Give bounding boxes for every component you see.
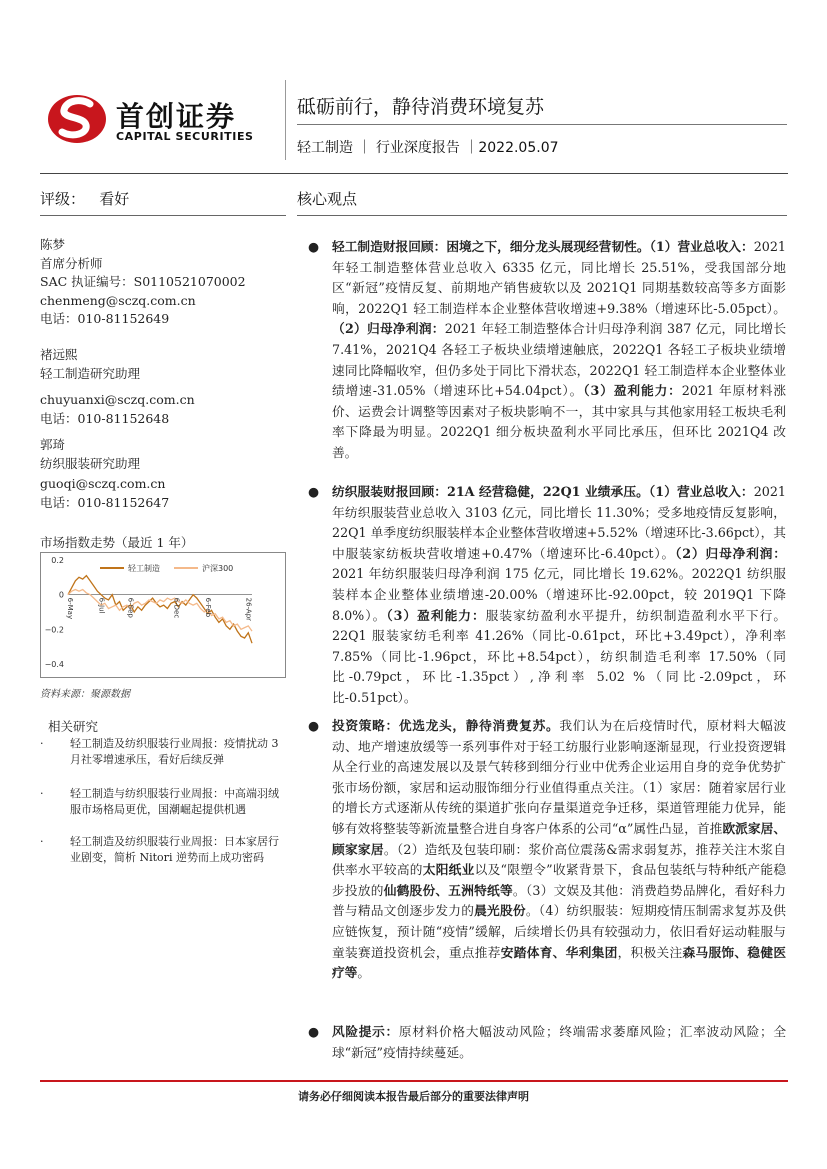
chart-title: 市场指数走势（最近 1 年） [40, 535, 194, 550]
report-title: 砥砺前行，静待消费环境复苏 [297, 96, 545, 118]
related-report-text[interactable]: 轻工制造及纺织服装行业周报：日本家居行业剧变，简析 Nitori 逆势而上成功密码 [70, 835, 279, 864]
core-view-heading: 轻工制造财报回顾：困境之下，细分龙头展现经营韧性。（1）营业总收入： [332, 239, 754, 254]
analyst-role: 首席分析师 [40, 255, 103, 271]
y-tick-label: 0 [58, 590, 64, 600]
right-separator [297, 215, 787, 216]
analyst-phone: 电话：010-81152647 [40, 494, 170, 510]
core-view-text: 我们认为在后疫情时代，原材料大幅波动、地产增速放缓等一系列事件对于轻工纺服行业影响逐渐显现，行业投资逻辑从全行业的高速发展以及景气转移到细分行业中优秀企业运用自身的竞争优势扩张市场份额，家居和运动服饰细分行业值得重点关注。（1）家居：随着家居行业的增长方式逐渐从传统的渠道扩张向存量渠道竞争迁移，渠道管理能力优异，能够有效将整装等新流量整合进自身客户体系的公司“α”属性凸显，首推 [332, 718, 787, 836]
bullet-icon: · [40, 737, 44, 750]
capital-securities-logo-icon [46, 92, 108, 146]
legend-label: 轻工制造 [128, 564, 160, 573]
y-tick-label: −0.4 [44, 660, 64, 669]
core-view-text: 。（3）文娱及其他：消费趋势品牌化，看好科力普与精品文创逐步发力的 [332, 882, 786, 919]
core-view-text: 2021 年纺织服装归母净利润 175 亿元，同比增长 19.62%。2022Q1 纺织服装样本企业整体业绩增速-20.00%（增速环比-92.00pct，较 2019Q1 下降 8.0%）。 [332, 566, 786, 623]
core-view-heading: 纺织服装财报回顾：21A 经营稳健，22Q1 业绩承压。（1）营业总收入： [332, 484, 754, 499]
core-view-text: 。（4）纺织服装：短期疫情压制需求复苏及供应链恢复，预计随“疫情”缓解，后续增长仍具有较强动力，依旧看好运动鞋服与童装赛道投资机会，重点推荐 [332, 903, 786, 960]
related-report-item[interactable] [40, 736, 286, 784]
analyst-phone: 电话：010-81152649 [40, 311, 170, 326]
analyst-name: 褚远熙 [40, 347, 78, 362]
analyst-block [40, 436, 285, 512]
market-index-chart [40, 552, 286, 678]
core-view-text: 2021 年轻工制造整体营业总收入 6335 亿元，同比增长 25.51%，受我国部分地区“新冠”疫情反复、前期地产销售疲软以及 2021Q1 同期基数较高等多方面影响，2022Q1 轻工制造样本企业整体营收增速+9.38%（增速环比-5.05pct）。 [332, 239, 786, 316]
x-tick-label: 6-Sep [126, 597, 135, 618]
core-view-emphasis: 森马服饰、稳健医疗等 [332, 944, 787, 981]
chart-source: 资料来源：聚源数据 [40, 689, 130, 700]
core-view-text: 2021 年原材料涨价、运费会计调整等因素对子板块影响不一，其中家具与其他家用轻工板块毛利率下降最为明显。2022Q1 细分板块盈利水平同比承压，但环比 2021Q4 改善。 [332, 383, 787, 460]
core-view-emphasis: 安踏体育、华利集团 [500, 944, 618, 960]
header-rule [297, 124, 787, 125]
core-view-body [332, 237, 786, 464]
left-separator [40, 215, 286, 216]
related-report-text[interactable]: 轻工制造及纺织服装行业周报：疫情扰动 3 月社零增速承压，看好后续反弹 [70, 737, 279, 766]
core-view-text: ，积极关注 [617, 944, 683, 960]
core-view-emphasis: 仙鹤股份、五洲特纸等 [383, 882, 513, 898]
top-separator [40, 173, 788, 174]
core-view-emphasis: 欧派家居、顾家家居 [332, 820, 787, 857]
core-view-paragraph [308, 716, 786, 984]
analyst-name: 郭琦 [40, 437, 66, 452]
y-tick-label: 0.2 [51, 556, 64, 565]
analyst-email[interactable]: chenmeng@sczq.com.cn [40, 292, 196, 308]
analyst-role: 纺织服装研究助理 [40, 455, 141, 471]
rating-label: 评级： 看好 [40, 190, 130, 208]
core-view-paragraph [308, 237, 786, 464]
related-report-item[interactable] [40, 834, 286, 882]
core-view-emphasis: （2）归母净利润： [332, 321, 445, 337]
core-view-body [332, 1022, 786, 1063]
core-view-emphasis: 太阳纸业 [422, 862, 475, 878]
core-view-emphasis: 晨光股份 [474, 903, 526, 919]
analyst-email[interactable]: chuyuanxi@sczq.com.cn [40, 392, 195, 407]
header-divider [285, 80, 286, 160]
core-view-emphasis: （3）盈利能力： [386, 607, 486, 623]
core-view-paragraph [308, 482, 786, 709]
footer-rule [40, 1080, 788, 1082]
core-view-paragraph [308, 1022, 786, 1063]
core-view-heading: 投资策略：优选龙头，静待消费复苏。 [332, 718, 560, 733]
core-view-text: 。 [357, 965, 371, 981]
analyst-block [40, 346, 285, 428]
core-view-text: 2021 年纺织服装营业总收入 3103 亿元，同比增长 11.30%；受多地疫情反复影响，22Q1 单季度纺织服装样本企业整体营收增速+5.52%（增速环比-3.66pct），其中服装家纺板块营收增速+0.47%（增速环比-6.40pct）。 [332, 484, 786, 561]
bullet-icon: ● [308, 1024, 320, 1039]
related-report-text[interactable]: 轻工制造与纺织服装行业周报：中高端羽绒服市场格局更优，国潮崛起提供机遇 [70, 787, 279, 816]
analyst-role: 轻工制造研究助理 [40, 365, 141, 381]
report-meta: 轻工制造 ｜ 行业深度报告 ｜2022.05.07 [297, 140, 559, 156]
related-research-title: 相关研究 [48, 719, 99, 734]
analyst-cert: SAC 执证编号：S0110521070002 [40, 274, 246, 289]
core-view-text: 2021 年轻工制造整体合计归母净利润 387 亿元，同比增长 7.41%，2021Q4 各轻工子板块业绩增速触底，2022Q1 各轻工子板块业绩增速同比降幅收窄，但仍多处于同比下滑状态，2022Q1 轻工制造样本企业整体业绩增速-31.05%（增速环比+54.04pct）。 [332, 321, 787, 399]
x-tick-label: 6-Jul [97, 597, 106, 614]
core-view-text: 。（2）造纸及包装印刷：浆价高位震荡&需求弱复苏，推荐关注木浆自供率水平较高的 [332, 841, 787, 878]
x-tick-label: 6-Feb [204, 597, 212, 618]
core-view-text: 以及“限塑令”收紧背景下，食品包装纸与特种纸产能稳步投放的 [332, 862, 787, 898]
core-view-text: 原材料价格大幅波动风险；终端需求萎靡风险；汇率波动风险；全球“新冠”疫情持续蔓延。 [332, 1024, 787, 1060]
core-view-body [332, 482, 786, 709]
analyst-phone: 电话：010-81152648 [40, 410, 170, 426]
analyst-name: 陈梦 [40, 237, 66, 252]
analyst-email[interactable]: guoqi@sczq.com.cn [40, 476, 166, 491]
bullet-icon: ● [308, 484, 320, 499]
core-view-emphasis: （3）盈利能力： [583, 383, 682, 399]
core-view-body [332, 716, 786, 984]
x-tick-label: 6-May [66, 597, 74, 620]
core-view-heading: 风险提示： [332, 1024, 399, 1039]
x-tick-label: 6-Dec [172, 597, 181, 619]
analyst-block [40, 236, 285, 329]
core-views-title: 核心观点 [297, 190, 358, 208]
y-tick-label: −0.2 [44, 625, 64, 635]
legal-disclaimer-footer[interactable]: 请务必仔细阅读本报告最后部分的重要法律声明 [298, 1090, 529, 1103]
related-report-item[interactable] [40, 786, 286, 834]
bullet-icon: ● [308, 718, 320, 733]
bullet-icon: · [40, 835, 44, 848]
core-view-emphasis: （2）归母净利润： [675, 545, 786, 561]
core-view-text: 服装家纺盈利水平提升，纺织制造盈利水平下行。22Q1 服装家纺毛利率 41.26%（同比-0.61pct，环比+3.49pct），净利率 7.85%（同比-1.96pct，环比+8.54pct），纺织制造毛利率 17.50%（同比-0.79pct，环比-1.35pct）,净利率 5.02 %（同比-2.09pct，环比-0.51pct）。 [332, 607, 787, 705]
brand-name-en: CAPITAL SECURITIES [116, 130, 254, 143]
x-tick-label: 26-Apr [244, 597, 253, 622]
bullet-icon: · [40, 787, 44, 800]
brand-name-cn: 首创证券 [116, 100, 237, 133]
legend-label: 沪深300 [202, 564, 234, 573]
bullet-icon: ● [308, 239, 320, 254]
